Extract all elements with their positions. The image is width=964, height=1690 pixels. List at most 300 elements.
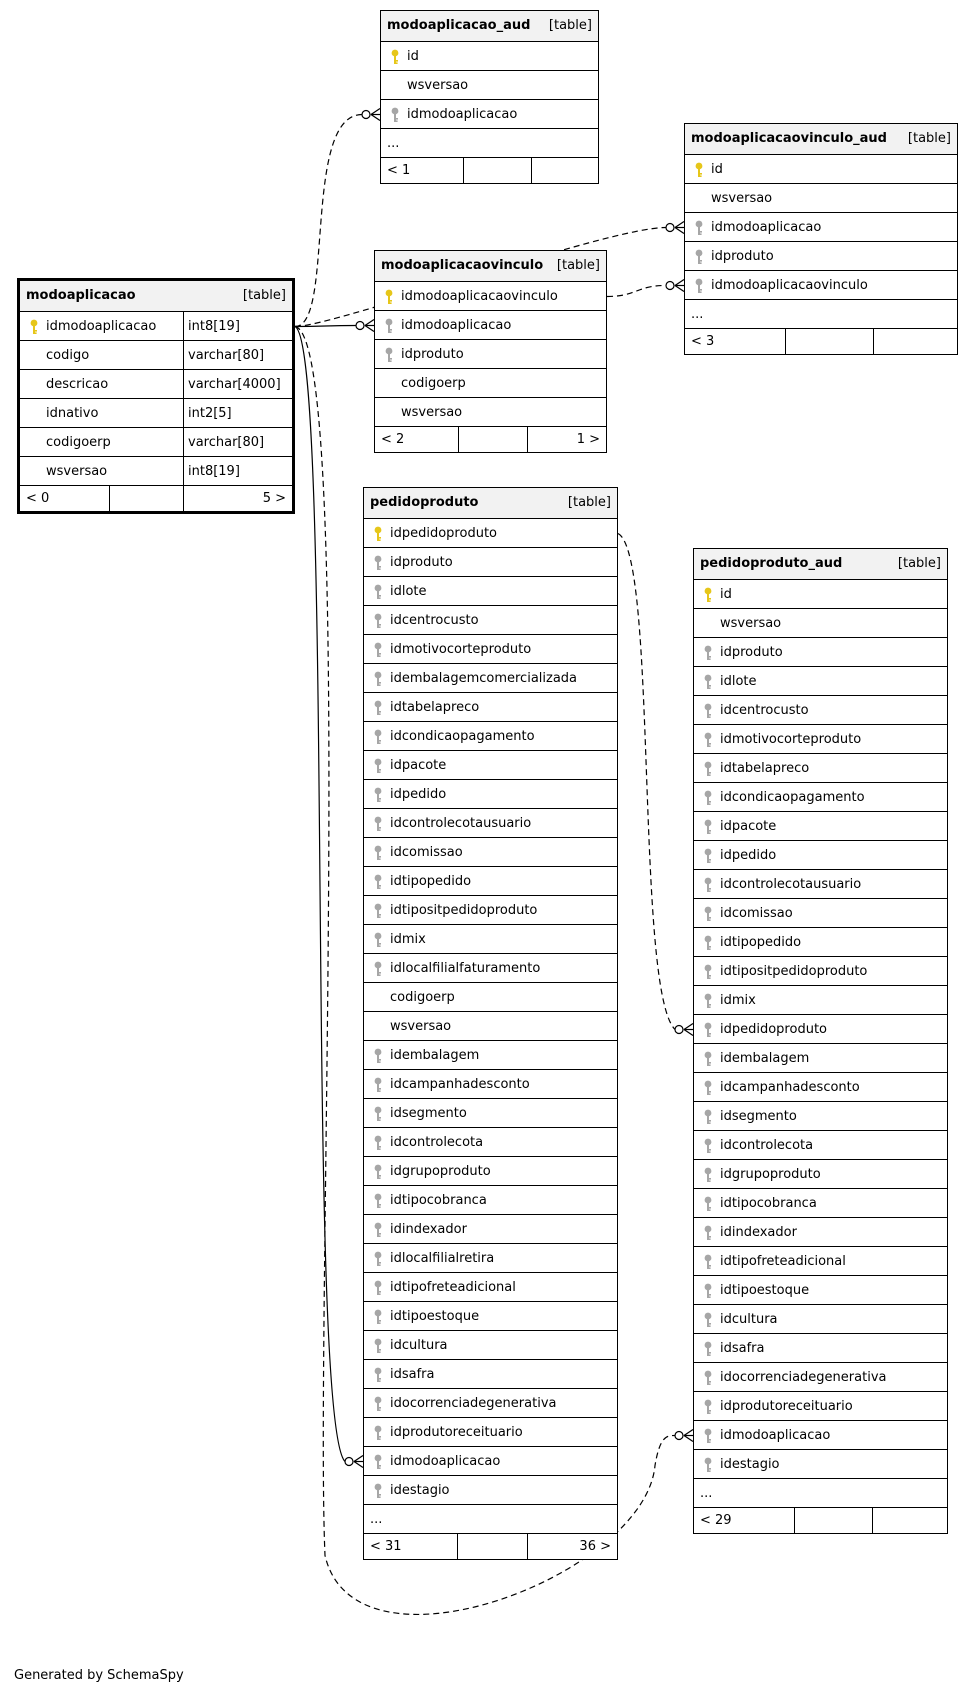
column-row-codigoerp[interactable]: [364, 983, 617, 1012]
column-row-idcondicaopagamento[interactable]: [694, 783, 947, 812]
foreign-key-icon: [374, 1106, 382, 1122]
foreign-key-icon: [374, 787, 382, 803]
children-count[interactable]: 36 >: [579, 1539, 611, 1554]
column-row-codigo[interactable]: [20, 341, 292, 370]
column-row-idproduto[interactable]: [694, 638, 947, 667]
column-name: idmodoaplicacao: [46, 319, 157, 334]
column-row-idembalagem[interactable]: [694, 1044, 947, 1073]
column-row-idpedidoproduto[interactable]: [694, 1015, 947, 1044]
column-row-id[interactable]: [381, 42, 598, 71]
column-row-idpedido[interactable]: [694, 841, 947, 870]
footer-divider: [531, 158, 532, 183]
table-footer: [381, 158, 598, 183]
footer-divider: [794, 1508, 795, 1533]
column-row-idmix[interactable]: [694, 986, 947, 1015]
column-row-wsversao[interactable]: [694, 609, 947, 638]
column-row-idlote[interactable]: [694, 667, 947, 696]
children-count[interactable]: [941, 1508, 947, 1533]
footer-divider: [183, 486, 184, 511]
table-header[interactable]: [20, 281, 292, 312]
column-name: idtipocobranca: [390, 1193, 487, 1208]
column-row-idgrupoproduto[interactable]: [694, 1160, 947, 1189]
column-row-idocorrenciadegenerativa[interactable]: [694, 1363, 947, 1392]
parents-count[interactable]: < 2: [381, 432, 405, 447]
table-type-tag: [table]: [556, 258, 600, 273]
column-row-idestagio[interactable]: [694, 1450, 947, 1479]
more-columns-ellipsis: ...: [691, 307, 704, 322]
column-row-idtipofreteadicional[interactable]: [364, 1273, 617, 1302]
table-footer: [694, 1508, 947, 1533]
column-row-idlote[interactable]: [364, 577, 617, 606]
column-name: idtipopedido: [720, 935, 802, 950]
column-type: int2[5]: [183, 399, 232, 427]
foreign-key-icon: [374, 700, 382, 716]
column-name: id: [407, 49, 419, 64]
relationship-line: [295, 115, 362, 327]
table-header[interactable]: [694, 549, 947, 580]
column-row-idproduto[interactable]: [375, 340, 606, 369]
column-row-idgrupoproduto[interactable]: [364, 1157, 617, 1186]
foreign-key-icon: [374, 1222, 382, 1238]
column-type: varchar[80]: [183, 341, 264, 369]
parents-count[interactable]: < 29: [700, 1513, 732, 1528]
foreign-key-icon: [374, 1367, 382, 1383]
column-name: idcontrolecotausuario: [720, 877, 862, 892]
column-row-idtipopedido[interactable]: [694, 928, 947, 957]
table-footer: [364, 1534, 617, 1559]
column-name: idpedidoproduto: [720, 1022, 827, 1037]
foreign-key-icon: [704, 1138, 712, 1154]
foreign-key-icon: [704, 993, 712, 1009]
column-name: idcontrolecota: [390, 1135, 484, 1150]
column-row-idlocalfilialretira[interactable]: [364, 1244, 617, 1273]
foreign-key-icon: [385, 347, 393, 363]
column-row-idsafra[interactable]: [364, 1360, 617, 1389]
column-name: idsafra: [720, 1341, 765, 1356]
column-row-idocorrenciadegenerativa[interactable]: [364, 1389, 617, 1418]
column-row-idestagio[interactable]: [364, 1476, 617, 1505]
column-name: idcontrolecota: [720, 1138, 814, 1153]
table-type-tag: [table]: [548, 18, 592, 33]
column-name: idmix: [720, 993, 756, 1008]
column-row-idcontrolecota[interactable]: [364, 1128, 617, 1157]
crows-foot-connector: [666, 222, 684, 234]
column-row-idmodoaplicacao[interactable]: [694, 1421, 947, 1450]
column-name: idcultura: [390, 1338, 448, 1353]
table-header[interactable]: [375, 251, 606, 282]
foreign-key-icon: [704, 1370, 712, 1386]
column-row-idnativo[interactable]: [20, 399, 292, 428]
foreign-key-icon: [704, 1051, 712, 1067]
table-name[interactable]: modoaplicacao_aud: [387, 18, 531, 33]
table-name[interactable]: pedidoproduto: [370, 495, 479, 510]
crows-foot-connector: [666, 280, 684, 292]
column-name: idcultura: [720, 1312, 778, 1327]
column-name: codigo: [46, 348, 90, 363]
foreign-key-icon: [374, 758, 382, 774]
column-row-idmodoaplicacaovinculo[interactable]: [685, 271, 957, 300]
column-name: idprodutoreceituario: [720, 1399, 853, 1414]
column-name: idproduto: [720, 645, 783, 660]
column-name: idproduto: [711, 249, 774, 264]
crows-foot-connector: [675, 1430, 693, 1442]
column-name: idindexador: [390, 1222, 467, 1237]
foreign-key-icon: [704, 703, 712, 719]
column-row-wsversao[interactable]: [20, 457, 292, 486]
foreign-key-icon: [704, 645, 712, 661]
column-name: idmodoaplicacao: [390, 1454, 501, 1469]
column-row-idtipoestoque[interactable]: [694, 1276, 947, 1305]
column-name: idsafra: [390, 1367, 435, 1382]
more-columns-ellipsis: ...: [700, 1486, 713, 1501]
table-type-tag: [table]: [567, 495, 611, 510]
table-pedidoproduto[interactable]: [363, 487, 618, 1560]
children-count[interactable]: [592, 158, 598, 183]
footer-divider: [872, 1508, 873, 1533]
more-columns-row[interactable]: [694, 1479, 947, 1508]
column-row-wsversao[interactable]: [364, 1012, 617, 1041]
column-row-wsversao[interactable]: [685, 184, 957, 213]
table-type-tag: [table]: [907, 131, 951, 146]
column-name: idmodoaplicacaovinculo: [401, 289, 558, 304]
column-row-idmodoaplicacaovinculo[interactable]: [375, 282, 606, 311]
column-name: idcampanhadesconto: [720, 1080, 860, 1095]
foreign-key-icon: [374, 1280, 382, 1296]
column-name: wsversao: [390, 1019, 452, 1034]
parents-count[interactable]: < 1: [387, 163, 411, 178]
column-row-idmodoaplicacao[interactable]: [20, 312, 292, 341]
column-row-idtipositpedidoproduto[interactable]: [694, 957, 947, 986]
more-columns-row[interactable]: [381, 129, 598, 158]
column-row-idcontrolecota[interactable]: [694, 1131, 947, 1160]
column-name: idtipofreteadicional: [390, 1280, 516, 1295]
foreign-key-icon: [374, 642, 382, 658]
column-name: wsversao: [401, 405, 463, 420]
column-name: idmodoaplicacao: [711, 220, 822, 235]
foreign-key-icon: [391, 107, 399, 123]
column-row-idindexador[interactable]: [364, 1215, 617, 1244]
column-name: descricao: [46, 377, 109, 392]
foreign-key-icon: [374, 613, 382, 629]
table-header[interactable]: [685, 124, 957, 155]
column-row-idcultura[interactable]: [364, 1331, 617, 1360]
column-name: idgrupoproduto: [390, 1164, 491, 1179]
column-row-idpedido[interactable]: [364, 780, 617, 809]
column-row-idmodoaplicacao[interactable]: [375, 311, 606, 340]
column-name: idindexador: [720, 1225, 797, 1240]
column-name: idestagio: [390, 1483, 450, 1498]
more-columns-row[interactable]: [685, 300, 957, 329]
footer-divider: [109, 486, 110, 511]
table-header[interactable]: [381, 11, 598, 42]
foreign-key-icon: [704, 1428, 712, 1444]
column-name: idtipositpedidoproduto: [390, 903, 538, 918]
column-name: idmodoaplicacao: [407, 107, 518, 122]
column-name: idocorrenciadegenerativa: [720, 1370, 887, 1385]
footer-divider: [463, 158, 464, 183]
column-name: idembalagemcomercializada: [390, 671, 578, 686]
table-name[interactable]: modoaplicacaovinculo: [381, 258, 544, 273]
primary-key-icon: [30, 319, 38, 335]
foreign-key-icon: [704, 1283, 712, 1299]
table-name[interactable]: modoaplicacao: [26, 288, 136, 303]
foreign-key-icon: [695, 249, 703, 265]
column-name: idsegmento: [720, 1109, 797, 1124]
column-row-idmotivocorteproduto[interactable]: [364, 635, 617, 664]
foreign-key-icon: [704, 1080, 712, 1096]
column-name: idembalagem: [720, 1051, 810, 1066]
column-row-idtipoestoque[interactable]: [364, 1302, 617, 1331]
column-name: idprodutoreceituario: [390, 1425, 523, 1440]
primary-key-icon: [391, 49, 399, 65]
crows-foot-connector: [675, 1024, 693, 1036]
column-name: idcondicaopagamento: [390, 729, 535, 744]
foreign-key-icon: [704, 877, 712, 893]
column-name: idcomissao: [720, 906, 793, 921]
relationship-line: [295, 327, 345, 1462]
column-name: idestagio: [720, 1457, 780, 1472]
column-row-idproduto[interactable]: [685, 242, 957, 271]
column-name: idpedidoproduto: [390, 526, 497, 541]
column-row-wsversao[interactable]: [375, 398, 606, 427]
column-row-idindexador[interactable]: [694, 1218, 947, 1247]
footer-divider: [785, 329, 786, 354]
foreign-key-icon: [704, 935, 712, 951]
column-name: idtabelapreco: [720, 761, 810, 776]
column-row-idsafra[interactable]: [694, 1334, 947, 1363]
table-modoaplicacaovinculo_aud[interactable]: [684, 123, 958, 355]
primary-key-icon: [704, 587, 712, 603]
foreign-key-icon: [704, 1312, 712, 1328]
footer-divider: [457, 1534, 458, 1559]
column-row-id[interactable]: [685, 155, 957, 184]
column-row-idproduto[interactable]: [364, 548, 617, 577]
foreign-key-icon: [374, 555, 382, 571]
column-name: idpedido: [720, 848, 777, 863]
column-row-idtipopedido[interactable]: [364, 867, 617, 896]
column-row-idembalagemcomercializada[interactable]: [364, 664, 617, 693]
more-columns-ellipsis: ...: [387, 136, 400, 151]
foreign-key-icon: [695, 278, 703, 294]
foreign-key-icon: [374, 1164, 382, 1180]
column-row-idsegmento[interactable]: [694, 1102, 947, 1131]
table-type-tag: [table]: [897, 556, 941, 571]
table-footer: [375, 427, 606, 452]
foreign-key-icon: [374, 671, 382, 687]
column-row-wsversao[interactable]: [381, 71, 598, 100]
column-row-idprodutoreceituario[interactable]: [364, 1418, 617, 1447]
column-row-idtipositpedidoproduto[interactable]: [364, 896, 617, 925]
foreign-key-icon: [374, 903, 382, 919]
column-row-idtipocobranca[interactable]: [364, 1186, 617, 1215]
column-row-idcultura[interactable]: [694, 1305, 947, 1334]
generated-by-note: Generated by SchemaSpy: [14, 1668, 184, 1683]
column-row-idcondicaopagamento[interactable]: [364, 722, 617, 751]
children-count[interactable]: 1 >: [576, 432, 600, 447]
foreign-key-icon: [704, 1109, 712, 1125]
primary-key-icon: [374, 526, 382, 542]
column-row-idcentrocusto[interactable]: [364, 606, 617, 635]
column-name: idpacote: [720, 819, 777, 834]
column-row-idcomissao[interactable]: [364, 838, 617, 867]
foreign-key-icon: [374, 1425, 382, 1441]
foreign-key-icon: [374, 1454, 382, 1470]
foreign-key-icon: [704, 1225, 712, 1241]
column-type: varchar[4000]: [183, 370, 281, 398]
column-name: idocorrenciadegenerativa: [390, 1396, 557, 1411]
column-name: idgrupoproduto: [720, 1167, 821, 1182]
foreign-key-icon: [704, 1022, 712, 1038]
column-name: idproduto: [390, 555, 453, 570]
foreign-key-icon: [704, 1167, 712, 1183]
column-name: idpedido: [390, 787, 447, 802]
table-modoaplicacaovinculo[interactable]: [374, 250, 607, 453]
column-row-idembalagem[interactable]: [364, 1041, 617, 1070]
column-name: idcontrolecotausuario: [390, 816, 532, 831]
column-name: idtipoestoque: [390, 1309, 480, 1324]
foreign-key-icon: [374, 1077, 382, 1093]
children-count[interactable]: [951, 329, 957, 354]
column-row-idlocalfilialfaturamento[interactable]: [364, 954, 617, 983]
column-type: int8[19]: [183, 312, 240, 340]
column-name: wsversao: [407, 78, 469, 93]
foreign-key-icon: [374, 1338, 382, 1354]
foreign-key-icon: [704, 761, 712, 777]
foreign-key-icon: [374, 845, 382, 861]
table-name[interactable]: modoaplicacaovinculo_aud: [691, 131, 887, 146]
more-columns-ellipsis: ...: [370, 1512, 383, 1527]
column-name: idlote: [720, 674, 757, 689]
column-row-idtabelapreco[interactable]: [364, 693, 617, 722]
column-row-idcontrolecotausuario[interactable]: [694, 870, 947, 899]
foreign-key-icon: [374, 1048, 382, 1064]
foreign-key-icon: [704, 819, 712, 835]
table-modoaplicacao[interactable]: [17, 278, 295, 514]
foreign-key-icon: [374, 961, 382, 977]
foreign-key-icon: [374, 874, 382, 890]
column-row-idtabelapreco[interactable]: [694, 754, 947, 783]
foreign-key-icon: [374, 1396, 382, 1412]
foreign-key-icon: [704, 1196, 712, 1212]
column-row-idsegmento[interactable]: [364, 1099, 617, 1128]
column-row-idtipocobranca[interactable]: [694, 1189, 947, 1218]
foreign-key-icon: [704, 1341, 712, 1357]
column-row-idcentrocusto[interactable]: [694, 696, 947, 725]
column-name: idtabelapreco: [390, 700, 480, 715]
foreign-key-icon: [374, 1251, 382, 1267]
column-name: idcentrocusto: [720, 703, 809, 718]
crows-foot-connector: [356, 320, 374, 332]
parents-count[interactable]: < 0: [26, 491, 50, 506]
parents-count[interactable]: < 3: [691, 334, 715, 349]
foreign-key-icon: [374, 1193, 382, 1209]
relationship-line: [618, 534, 675, 1030]
column-name: idtipoestoque: [720, 1283, 810, 1298]
foreign-key-icon: [374, 729, 382, 745]
column-type: int8[19]: [183, 457, 240, 485]
column-name: idembalagem: [390, 1048, 480, 1063]
column-row-idpacote[interactable]: [694, 812, 947, 841]
footer-divider: [527, 1534, 528, 1559]
foreign-key-icon: [704, 1457, 712, 1473]
column-name: idcampanhadesconto: [390, 1077, 530, 1092]
table-pedidoproduto_aud[interactable]: [693, 548, 948, 1534]
more-columns-row[interactable]: [364, 1505, 617, 1534]
column-row-idmodoaplicacao[interactable]: [685, 213, 957, 242]
column-name: idtipopedido: [390, 874, 472, 889]
column-name: wsversao: [46, 464, 108, 479]
foreign-key-icon: [374, 816, 382, 832]
column-type: varchar[80]: [183, 428, 264, 456]
column-row-id[interactable]: [694, 580, 947, 609]
column-name: idmodoaplicacao: [720, 1428, 831, 1443]
footer-divider: [873, 329, 874, 354]
relationship-line: [607, 286, 666, 297]
foreign-key-icon: [374, 1309, 382, 1325]
column-name: id: [720, 587, 732, 602]
foreign-key-icon: [704, 964, 712, 980]
column-row-idtipofreteadicional[interactable]: [694, 1247, 947, 1276]
column-row-idpacote[interactable]: [364, 751, 617, 780]
column-row-descricao[interactable]: [20, 370, 292, 399]
column-row-idcontrolecotausuario[interactable]: [364, 809, 617, 838]
column-row-idmotivocorteproduto[interactable]: [694, 725, 947, 754]
column-name: idlocalfilialfaturamento: [390, 961, 541, 976]
column-row-idcampanhadesconto[interactable]: [694, 1073, 947, 1102]
column-name: idmodoaplicacao: [401, 318, 512, 333]
column-name: idtipofreteadicional: [720, 1254, 846, 1269]
column-row-idmodoaplicacao[interactable]: [381, 100, 598, 129]
footer-divider: [527, 427, 528, 452]
column-row-codigoerp[interactable]: [20, 428, 292, 457]
column-row-idmodoaplicacao[interactable]: [364, 1447, 617, 1476]
column-name: idtipositpedidoproduto: [720, 964, 868, 979]
column-name: idlote: [390, 584, 427, 599]
column-name: id: [711, 162, 723, 177]
column-name: idtipocobranca: [720, 1196, 817, 1211]
column-row-idcomissao[interactable]: [694, 899, 947, 928]
column-name: codigoerp: [390, 990, 455, 1005]
column-row-idpedidoproduto[interactable]: [364, 519, 617, 548]
foreign-key-icon: [704, 848, 712, 864]
column-name: idnativo: [46, 406, 99, 421]
column-row-codigoerp[interactable]: [375, 369, 606, 398]
primary-key-icon: [385, 289, 393, 305]
column-name: idsegmento: [390, 1106, 467, 1121]
table-name[interactable]: pedidoproduto_aud: [700, 556, 843, 571]
column-name: idcondicaopagamento: [720, 790, 865, 805]
crows-foot-connector: [362, 109, 380, 121]
column-row-idmix[interactable]: [364, 925, 617, 954]
table-footer: [20, 486, 292, 511]
footer-divider: [458, 427, 459, 452]
foreign-key-icon: [704, 1399, 712, 1415]
foreign-key-icon: [385, 318, 393, 334]
column-row-idprodutoreceituario[interactable]: [694, 1392, 947, 1421]
parents-count[interactable]: < 31: [370, 1539, 402, 1554]
column-name: idmodoaplicacaovinculo: [711, 278, 868, 293]
foreign-key-icon: [695, 220, 703, 236]
column-row-idcampanhadesconto[interactable]: [364, 1070, 617, 1099]
column-name: wsversao: [720, 616, 782, 631]
foreign-key-icon: [704, 1254, 712, 1270]
children-count[interactable]: 5 >: [262, 491, 286, 506]
table-modoaplicacao_aud[interactable]: [380, 10, 599, 184]
table-header[interactable]: [364, 488, 617, 519]
column-name: wsversao: [711, 191, 773, 206]
table-footer: [685, 329, 957, 354]
crows-foot-connector: [345, 1456, 363, 1468]
